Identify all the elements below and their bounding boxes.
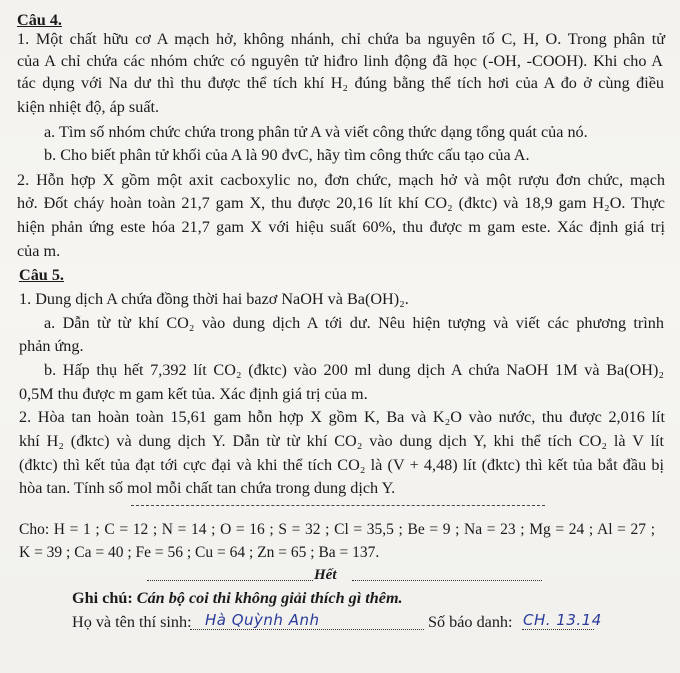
q5-part1-b-line1: b. Hấp thụ hết 7,392 lít CO₂ (đktc) vào 200 ml dung dịch A chứa NaOH 1M và Ba(OH)₂ <box>44 361 664 379</box>
q4-part1-a: a. Tìm số nhóm chức chứa trong phân tử A và viết công thức dạng tổng quát của nó. <box>44 123 588 141</box>
candidate-id-handwritten: CH. 13.14 <box>523 611 602 629</box>
end-dots-left <box>147 580 313 581</box>
q5-part1-a-line1: a. Dẫn từ từ khí CO₂ vào dung dịch A tới dư. Nêu hiện tượng và viết các phương trình <box>44 314 664 332</box>
candidate-name-handwritten: Hà Quỳnh Anh <box>205 611 320 629</box>
q5-part2-line2: khí H₂ (đktc) và dung dịch Y. Dẫn từ từ khí CO₂ vào dung dịch Y, khi thể tích CO₂ là V lít <box>19 432 664 450</box>
q4-part1-line1: 1. Một chất hữu cơ A mạch hở, không nhánh, chỉ chứa ba nguyên tố C, H, O. Trong phân tử <box>17 30 665 48</box>
candidate-id-dots <box>522 629 594 630</box>
q4-part2-line3: hiện phản ứng este hóa 21,7 gam X với hiệu suất 60%, thu được m gam este. Xác định giá trị <box>17 218 665 236</box>
q5-part2-line4: hòa tan. Tính số mol mỗi chất tan chứa trong dung dịch Y. <box>19 479 396 497</box>
q4-part2-line4: của m. <box>17 242 61 260</box>
atomic-masses-line1: Cho: H = 1 ; C = 12 ; N = 14 ; O = 16 ; S = 32 ; Cl = 35,5 ; Be = 9 ; Na = 23 ; Mg = 24 ; Al = 27 ; <box>19 521 655 538</box>
q4-part1-line4: kiện nhiệt độ, áp suất. <box>17 98 160 116</box>
note <box>72 588 403 608</box>
candidate-id-label: Số báo danh: <box>428 613 513 631</box>
q5-part1-a-line2: phản ứng. <box>19 337 84 355</box>
atomic-masses-line2: K = 39 ; Ca = 40 ; Fe = 56 ; Cu = 64 ; Zn = 65 ; Ba = 137. <box>19 544 380 561</box>
q5-part2-line1: 2. Hòa tan hoàn toàn 15,61 gam hỗn hợp X gồm K, Ba và K₂O vào nước, thu được 2,016 lít <box>19 408 665 426</box>
q4-part1-line3: tác dụng với Na dư thì thu được thể tích khí H₂ đúng bằng thể tích hơi của A đo ở cùng điều <box>17 74 664 92</box>
question-4-heading: Câu 4. <box>17 11 62 29</box>
separator-line <box>131 505 545 506</box>
q5-part1-intro: 1. Dung dịch A chứa đồng thời hai bazơ NaOH và Ba(OH)₂. <box>19 290 409 308</box>
q4-part2-line2: hở. Đốt cháy hoàn toàn 21,7 gam X, thu được 20,16 lít khí CO₂ (đktc) và 18,9 gam H₂O. Thực <box>17 194 665 212</box>
note-text: Cán bộ coi thi không giải thích gì thêm. <box>136 589 403 607</box>
end-mark: Hết <box>314 567 337 583</box>
q5-part2-line3: (đktc) thì kết tủa đạt tới cực đại và khi thể tích CO₂ là (V + 4,48) lít (đktc) thì kết tủa bắt đầu bị <box>19 456 664 474</box>
q4-part1-b: b. Cho biết phân tử khối của A là 90 đvC, hãy tìm công thức cấu tạo của A. <box>44 146 530 164</box>
q4-part1-line2: của A chỉ chứa các nhóm chức có nguyên tử hiđro linh động đã học (-OH, -COOH). Khi cho A <box>17 52 663 70</box>
candidate-name-label: Họ và tên thí sinh: <box>72 613 192 631</box>
note-label: Ghi chú: <box>72 589 133 607</box>
q5-part1-b-line2: 0,5M thu được m gam kết tủa. Xác định giá trị của m. <box>19 385 368 403</box>
q4-part2-line1: 2. Hỗn hợp X gồm một axit cacboxylic no, đơn chức, mạch hở và một rượu đơn chức, mạch <box>17 171 665 189</box>
candidate-name-dots <box>190 629 424 630</box>
end-dots-right <box>352 580 542 581</box>
question-5-heading: Câu 5. <box>19 266 64 284</box>
